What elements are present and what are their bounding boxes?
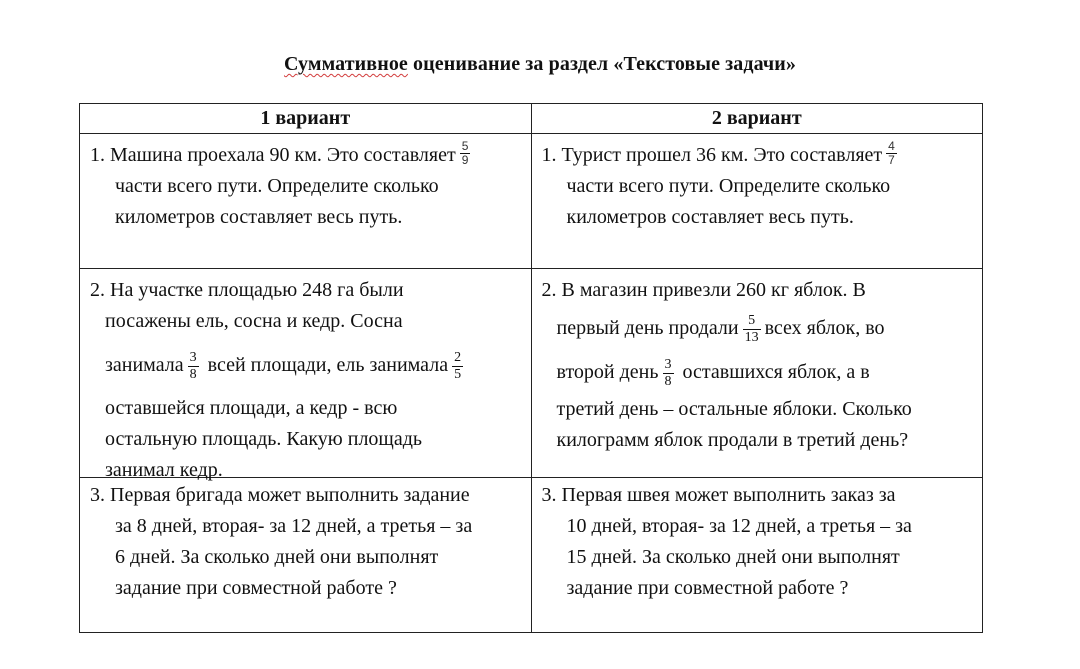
header-variant-2: 2 вариант — [531, 104, 983, 134]
fraction-denominator: 8 — [189, 366, 197, 382]
cell-v1-task1 — [80, 134, 532, 269]
fraction-numerator: 5 — [461, 138, 469, 153]
v1-task2-line2: посажены ель, сосна и кедр. Сосна — [105, 310, 403, 332]
v2-task2-line5: килограмм яблок продали в третий день? — [556, 429, 909, 451]
fraction — [460, 140, 471, 167]
fraction-numerator: 2 — [454, 349, 462, 365]
fraction — [452, 350, 463, 383]
v2-task2-line2a: первый день продали — [556, 317, 739, 339]
title-text: оценивание за раздел «Текстовые задачи» — [407, 53, 797, 75]
fraction-denominator: 13 — [744, 329, 759, 345]
v1-task1-line3: километров составляет весь путь. — [115, 206, 403, 228]
fraction-numerator: 5 — [743, 313, 761, 330]
v1-task2-line1: 2. На участке площадью 248 га были — [90, 279, 404, 301]
fraction — [743, 313, 761, 346]
fraction-denominator: 5 — [454, 366, 462, 382]
v1-task3-line1: 3. Первая бригада может выполнить задание — [90, 484, 470, 506]
v2-task3-line1: 3. Первая швея может выполнить заказ за — [541, 484, 896, 506]
v2-task2-line1: 2. В магазин привезли 260 кг яблок. В — [541, 279, 866, 301]
fraction — [663, 357, 674, 390]
v2-task2-line3a: второй день — [556, 361, 659, 383]
v1-task3-line2: за 8 дней, вторая- за 12 дней, а третья – за — [115, 515, 473, 537]
fraction-numerator: 3 — [664, 356, 672, 372]
header-variant-1: 1 вариант — [80, 104, 532, 134]
v1-task1-line1: 1. Машина проехала 90 км. Это составляет — [90, 144, 456, 166]
v2-task1-line1: 1. Турист прошел 36 км. Это составляет — [541, 144, 883, 166]
task-row-2 — [80, 269, 983, 478]
cell-v1-task3 — [80, 478, 532, 633]
v1-task2-line5: остальную площадь. Какую площадь — [105, 428, 423, 450]
cell-v2-task3 — [531, 478, 983, 633]
fraction — [886, 140, 897, 167]
task-row-1 — [80, 134, 983, 269]
header-row — [80, 104, 983, 134]
v1-task2-line3b: всей площади, ель занимала — [202, 354, 449, 376]
v2-task1-line3: километров составляет весь путь. — [566, 206, 854, 228]
v1-task2-line6: занимал кедр. — [105, 459, 223, 481]
task-row-3 — [80, 478, 983, 633]
v2-task2-line3b: оставшихся яблок, а в — [677, 361, 870, 383]
fraction-denominator: 7 — [888, 152, 895, 167]
tasks-table — [79, 103, 983, 633]
spellcheck-word: Суммативное — [283, 53, 408, 75]
v2-task3-line4: задание при совместной работе ? — [566, 577, 849, 599]
v2-task3-line3: 15 дней. За сколько дней они выполнят — [566, 546, 900, 568]
v2-task2-line2b: всех яблок, во — [764, 317, 885, 339]
cell-v1-task2 — [80, 269, 532, 481]
cell-v2-task2 — [531, 269, 983, 478]
v1-task3-line3: 6 дней. За сколько дней они выполнят — [115, 546, 439, 568]
v1-task2-line4: оставшейся площади, а кедр - всю — [105, 397, 398, 419]
v1-task1-line2: части всего пути. Определите сколько — [115, 175, 439, 197]
fraction — [188, 350, 199, 383]
v2-task1-line2: части всего пути. Определите сколько — [566, 175, 891, 197]
fraction-denominator: 8 — [664, 373, 672, 389]
page-title — [0, 53, 1080, 76]
v1-task2-line3a: занимала — [105, 354, 184, 376]
fraction-numerator: 3 — [189, 349, 197, 365]
v1-task3-line4: задание при совместной работе ? — [115, 577, 397, 599]
v2-task3-line2: 10 дней, вторая- за 12 дней, а третья – за — [566, 515, 912, 537]
cell-v2-task1 — [531, 134, 983, 269]
fraction-numerator: 4 — [888, 138, 895, 153]
v2-task2-line4: третий день – остальные яблоки. Сколько — [556, 398, 912, 420]
fraction-denominator: 9 — [461, 152, 469, 167]
